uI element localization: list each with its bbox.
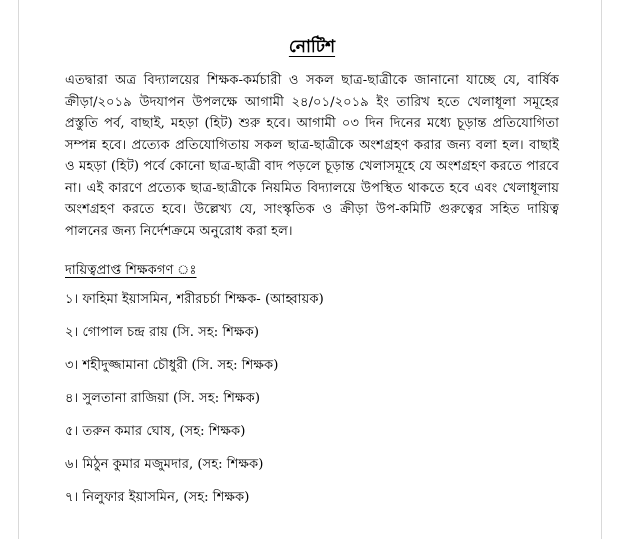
teachers-heading-row [65, 261, 559, 281]
list-item: ৬। মিঠুন কুমার মজুমদার, (সহ: শিক্ষক) [65, 457, 264, 472]
list-item: ৩। শহীদুজ্জামানা চৌধুরী (সি. সহ: শিক্ষক) [65, 358, 279, 373]
teachers-heading: দায়িত্বপ্রাপ্ত শিক্ষকগণ ঃ [65, 263, 197, 278]
teacher-list [65, 290, 559, 521]
list-item: ১। ফাহিমা ইয়াসমিন, শরীরচর্চা শিক্ষক- (আহ্বায়ক) [65, 292, 324, 307]
list-item: ৪। সুলতানা রাজিয়া (সি. সহ: শিক্ষক) [65, 391, 260, 406]
notice-title: নোটিশ [288, 37, 336, 57]
list-item: ২। গোপাল চন্দ্র রায় (সি. সহ: শিক্ষক) [65, 325, 260, 340]
list-item: ৭। নিলুফার ইয়াসমিন, (সহ: শিক্ষক) [65, 490, 250, 505]
notice-page [65, 30, 559, 521]
list-item: ৫। তরুন কমার ঘোষ, (সহ: শিক্ষক) [65, 424, 246, 439]
notice-title-row [65, 36, 559, 58]
notice-paragraph: এতদ্বারা অত্র বিদ্যালয়ের শিক্ষক-কর্মচারী ও সকল ছাত্র-ছাত্রীকে জানানো যাচ্ছে যে, বার্ষিক ক্রীড়া/২০১৯ উদযাপন উপলক্ষে আগামী ২৪/০১/২০১৯ ইং তারিখ হতে খেলাধূলা সমূহের প্রস্তুতি পর্ব, বাছাই, মহড়া (হিট) শুরু হবে। আগামী ০৩ দিন দিনের মধ্যে চূড়ান্ত প্রতিযোগিতা সম্পন্ন হবে। প্রত্যেক প্রতিযোগিতায় সকল ছাত্র-ছাত্রীকে অংশগ্রহণ করার জন্য বলা হল। বাছাই ও মহড়া (হিট) পর্বে কোনো ছাত্র-ছাত্রী বাদ পড়লে চূড়ান্ত খেলাসমূহে যে অংশগ্রহণ করতে পারবে না। এই কারণে প্রত্যেক ছাত্র-ছাত্রীকে নিয়মিত বিদ্যালয়ে উপস্থিত থাকতে হবে এবং খেলাধূলায় অংশগ্রহণ করতে হবে। উল্লেখ্য যে, সাংস্কৃতিক ও ক্রীড়া উপ-কমিটি গুরুত্বের সহিত দায়িত্ব পালনের জন্য নির্দেশক্রমে অনুরোধ করা হল। [65, 73, 559, 239]
